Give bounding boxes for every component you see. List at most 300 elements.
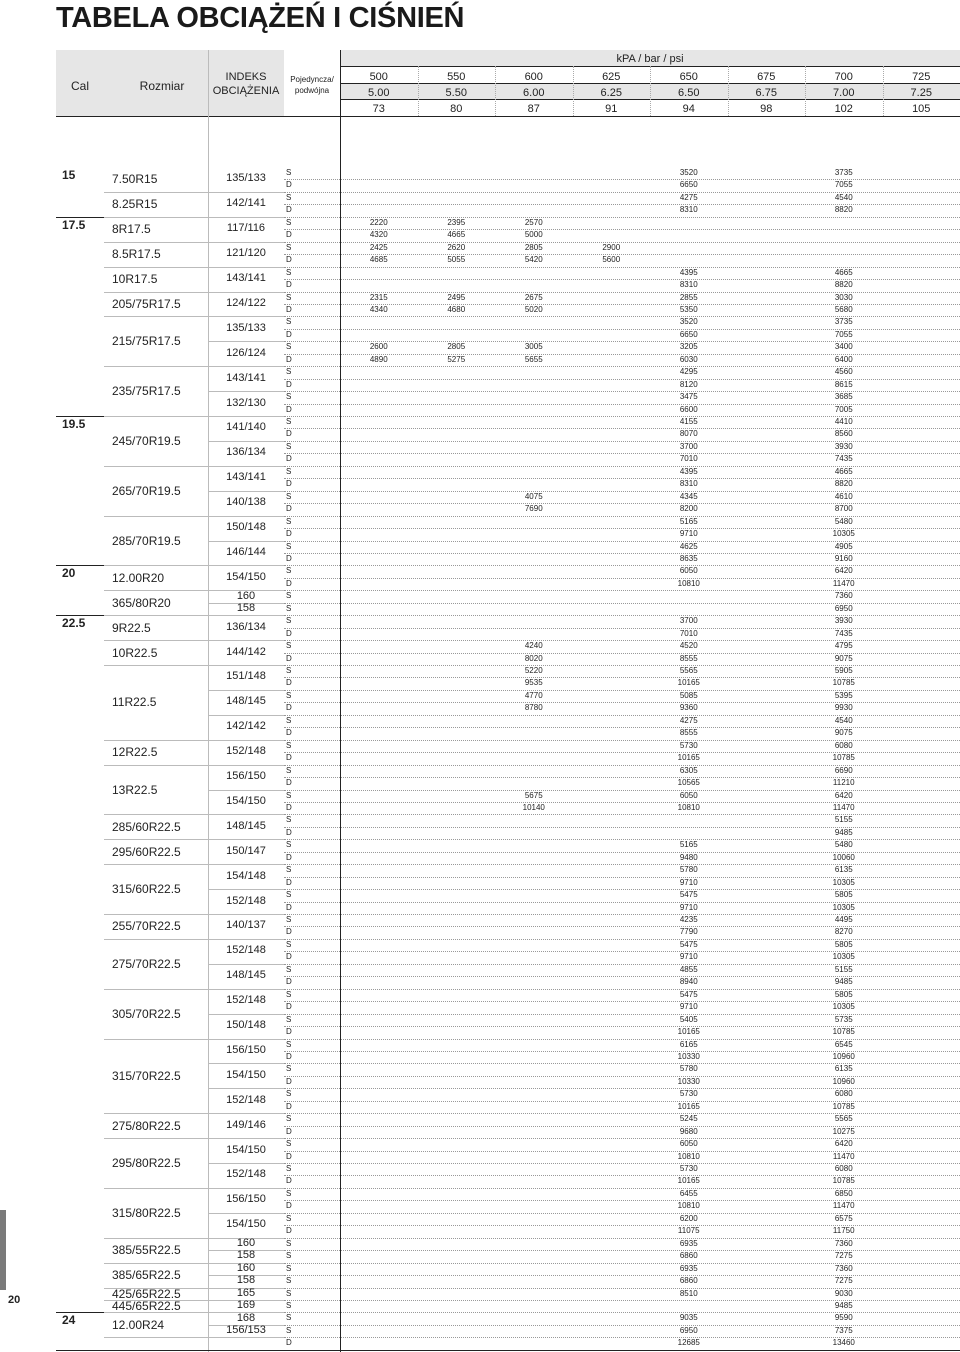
index-group-rule bbox=[208, 565, 284, 566]
pressure-value: 7360 bbox=[805, 1265, 883, 1273]
pressure-value: 7360 bbox=[805, 1240, 883, 1248]
header-col-sep bbox=[495, 66, 496, 116]
page-title: TABELA OBCIĄŻEŃ I CIŚNIEŃ bbox=[56, 2, 464, 35]
pressure-value: 2620 bbox=[418, 244, 496, 252]
pressure-value: 4295 bbox=[650, 368, 728, 376]
row-divider bbox=[284, 740, 960, 741]
pressure-value: 7435 bbox=[805, 630, 883, 638]
row-type: S bbox=[286, 717, 291, 725]
pressure-value: 7275 bbox=[805, 1277, 883, 1285]
row-type: S bbox=[286, 219, 291, 227]
pressure-value: 6135 bbox=[805, 1065, 883, 1073]
size-group-rule bbox=[104, 565, 208, 566]
load-index: 154/150 bbox=[208, 796, 284, 807]
row-divider bbox=[284, 329, 960, 330]
pressure-value: 6420 bbox=[805, 567, 883, 575]
row-type: S bbox=[286, 493, 291, 501]
header-pressure-title: kPA / bar / psi bbox=[340, 54, 960, 65]
load-index: 154/150 bbox=[208, 1070, 284, 1081]
tyre-size: 265/70R19.5 bbox=[112, 485, 181, 497]
load-pressure-table bbox=[56, 50, 960, 1298]
row-divider bbox=[284, 752, 960, 753]
pressure-value: 11075 bbox=[650, 1227, 728, 1235]
row-type: D bbox=[286, 1053, 292, 1061]
row-type: S bbox=[286, 393, 291, 401]
pressure-value: 4685 bbox=[340, 256, 418, 264]
pressure-value: 7690 bbox=[495, 505, 573, 513]
pressure-value: 5680 bbox=[805, 306, 883, 314]
row-divider bbox=[284, 516, 960, 517]
load-index: 142/141 bbox=[208, 198, 284, 209]
load-index: 156/150 bbox=[208, 771, 284, 782]
pressure-value: 10305 bbox=[805, 530, 883, 538]
header-kpa: 500 bbox=[340, 72, 418, 83]
header-col-sep bbox=[418, 66, 419, 116]
load-index: 156/150 bbox=[208, 1194, 284, 1205]
pressure-value: 5085 bbox=[650, 692, 728, 700]
table-bottom-rule bbox=[56, 1350, 960, 1351]
load-index: 152/148 bbox=[208, 995, 284, 1006]
index-group-rule bbox=[208, 1088, 284, 1089]
row-type: S bbox=[286, 1090, 291, 1098]
row-divider bbox=[284, 1263, 960, 1264]
tyre-size: 8R17.5 bbox=[112, 223, 151, 235]
pressure-value: 7010 bbox=[650, 455, 728, 463]
pressure-value: 6600 bbox=[650, 406, 728, 414]
pressure-value: 8120 bbox=[650, 381, 728, 389]
load-index: 142/142 bbox=[208, 721, 284, 732]
row-type: D bbox=[286, 779, 292, 787]
tyre-size: 215/75R17.5 bbox=[112, 335, 181, 347]
row-type: D bbox=[286, 306, 292, 314]
row-type: S bbox=[286, 518, 291, 526]
index-group-rule bbox=[208, 964, 284, 965]
tyre-size: 13R22.5 bbox=[112, 784, 157, 796]
size-group-rule bbox=[104, 939, 208, 940]
row-type: D bbox=[286, 1339, 292, 1347]
row-type: S bbox=[286, 966, 291, 974]
pressure-value: 9485 bbox=[805, 1302, 883, 1310]
row-divider bbox=[284, 1014, 960, 1015]
row-type: S bbox=[286, 294, 291, 302]
size-group-rule bbox=[104, 466, 208, 467]
pressure-value: 6050 bbox=[650, 567, 728, 575]
pressure-value: 10960 bbox=[805, 1053, 883, 1061]
row-type: S bbox=[286, 792, 291, 800]
row-divider bbox=[284, 391, 960, 392]
pressure-value: 8555 bbox=[650, 729, 728, 737]
index-group-rule bbox=[208, 341, 284, 342]
pressure-value: 4540 bbox=[805, 194, 883, 202]
row-divider bbox=[284, 951, 960, 952]
row-divider bbox=[284, 528, 960, 529]
pressure-value: 5155 bbox=[805, 816, 883, 824]
tyre-size: 385/65R22.5 bbox=[112, 1269, 181, 1281]
pressure-value: 10305 bbox=[805, 879, 883, 887]
row-type: S bbox=[286, 816, 291, 824]
row-type: D bbox=[286, 1078, 292, 1086]
load-index: 146/144 bbox=[208, 547, 284, 558]
pressure-value: 6650 bbox=[650, 181, 728, 189]
index-group-rule bbox=[208, 441, 284, 442]
row-type: S bbox=[286, 244, 291, 252]
size-group-rule bbox=[104, 366, 208, 367]
header-kpa: 600 bbox=[495, 72, 573, 83]
row-type: S bbox=[286, 767, 291, 775]
load-index: 151/148 bbox=[208, 671, 284, 682]
pressure-value: 8820 bbox=[805, 281, 883, 289]
row-type: D bbox=[286, 505, 292, 513]
tyre-size: 305/70R22.5 bbox=[112, 1008, 181, 1020]
load-index: 150/147 bbox=[208, 846, 284, 857]
row-type: D bbox=[286, 953, 292, 961]
pressure-value: 8700 bbox=[805, 505, 883, 513]
header-kpa: 650 bbox=[650, 72, 728, 83]
load-index: 149/146 bbox=[208, 1120, 284, 1131]
size-group-rule bbox=[104, 1039, 208, 1040]
pressure-value: 7055 bbox=[805, 331, 883, 339]
header-rule bbox=[56, 116, 960, 117]
pressure-value: 3735 bbox=[805, 169, 883, 177]
pressure-value: 10810 bbox=[650, 804, 728, 812]
header-typ-2: podwójna bbox=[284, 87, 340, 95]
row-divider bbox=[284, 702, 960, 703]
row-divider bbox=[284, 565, 960, 566]
pressure-value: 6545 bbox=[805, 1041, 883, 1049]
row-divider bbox=[284, 267, 960, 268]
tyre-size: 205/75R17.5 bbox=[112, 298, 181, 310]
size-group-rule bbox=[104, 192, 208, 193]
index-group-rule bbox=[208, 366, 284, 367]
load-index: 144/142 bbox=[208, 647, 284, 658]
header-indeks: INDEKS bbox=[208, 72, 284, 83]
index-group-rule bbox=[208, 466, 284, 467]
row-type: S bbox=[286, 468, 291, 476]
load-index: 152/148 bbox=[208, 1169, 284, 1180]
header-psi: 102 bbox=[805, 104, 883, 115]
row-type: S bbox=[286, 418, 291, 426]
pressure-value: 2395 bbox=[418, 219, 496, 227]
size-group-rule bbox=[104, 615, 208, 616]
pressure-value: 8615 bbox=[805, 381, 883, 389]
pressure-value: 13460 bbox=[805, 1339, 883, 1347]
load-index: 154/150 bbox=[208, 572, 284, 583]
pressure-value: 3205 bbox=[650, 343, 728, 351]
row-divider bbox=[284, 777, 960, 778]
row-type: D bbox=[286, 1103, 292, 1111]
pressure-value: 2805 bbox=[418, 343, 496, 351]
load-index: 152/148 bbox=[208, 1095, 284, 1106]
pressure-value: 4395 bbox=[650, 269, 728, 277]
load-index: 169 bbox=[208, 1300, 284, 1311]
row-type: D bbox=[286, 480, 292, 488]
row-type: S bbox=[286, 1240, 291, 1248]
size-group-rule bbox=[104, 1263, 208, 1264]
pressure-value: 10165 bbox=[650, 1028, 728, 1036]
load-index: 121/120 bbox=[208, 248, 284, 259]
tyre-size: 295/60R22.5 bbox=[112, 846, 181, 858]
load-index: 158 bbox=[208, 1250, 284, 1261]
pressure-value: 11210 bbox=[805, 779, 883, 787]
load-index: 148/145 bbox=[208, 821, 284, 832]
load-index: 165 bbox=[208, 1288, 284, 1299]
pressure-value: 4320 bbox=[340, 231, 418, 239]
index-group-rule bbox=[208, 765, 284, 766]
header-col-sep bbox=[573, 66, 574, 116]
pressure-value: 9035 bbox=[650, 1314, 728, 1322]
load-index: 143/141 bbox=[208, 472, 284, 483]
row-type: D bbox=[286, 580, 292, 588]
index-group-rule bbox=[208, 292, 284, 293]
rim-diameter: 20 bbox=[62, 567, 75, 579]
pressure-value: 5020 bbox=[495, 306, 573, 314]
row-divider bbox=[284, 478, 960, 479]
row-divider bbox=[284, 677, 960, 678]
row-type: D bbox=[286, 729, 292, 737]
row-type: D bbox=[286, 181, 292, 189]
row-type: S bbox=[286, 692, 291, 700]
row-divider bbox=[284, 192, 960, 193]
index-group-rule bbox=[208, 989, 284, 990]
pressure-value: 2220 bbox=[340, 219, 418, 227]
pressure-value: 6200 bbox=[650, 1215, 728, 1223]
row-divider bbox=[284, 603, 960, 604]
load-index: 152/148 bbox=[208, 945, 284, 956]
pressure-value: 7010 bbox=[650, 630, 728, 638]
pressure-value: 2675 bbox=[495, 294, 573, 302]
size-group-rule bbox=[104, 914, 208, 915]
pressure-value: 10165 bbox=[650, 679, 728, 687]
pressure-value: 9680 bbox=[650, 1128, 728, 1136]
load-index: 154/150 bbox=[208, 1145, 284, 1156]
row-type: D bbox=[286, 928, 292, 936]
row-divider bbox=[284, 590, 960, 591]
row-type: S bbox=[286, 318, 291, 326]
load-index: 152/148 bbox=[208, 746, 284, 757]
row-type: D bbox=[286, 854, 292, 862]
row-divider bbox=[284, 889, 960, 890]
pressure-value: 11470 bbox=[805, 1202, 883, 1210]
index-group-rule bbox=[208, 1014, 284, 1015]
pressure-value: 7360 bbox=[805, 592, 883, 600]
row-type: D bbox=[286, 1003, 292, 1011]
header-bar: 7.25 bbox=[883, 88, 960, 99]
pressure-value: 7055 bbox=[805, 181, 883, 189]
pressure-value: 6935 bbox=[650, 1265, 728, 1273]
pressure-value: 4275 bbox=[650, 194, 728, 202]
row-type: S bbox=[286, 443, 291, 451]
pressure-value: 4495 bbox=[805, 916, 883, 924]
row-divider bbox=[284, 1300, 960, 1301]
pressure-value: 5780 bbox=[650, 866, 728, 874]
row-type: D bbox=[286, 978, 292, 986]
pressure-value: 10785 bbox=[805, 1028, 883, 1036]
row-divider bbox=[284, 989, 960, 990]
index-group-rule bbox=[208, 416, 284, 417]
row-divider bbox=[284, 1337, 960, 1338]
pressure-value: 5805 bbox=[805, 941, 883, 949]
index-group-rule bbox=[208, 491, 284, 492]
row-type: S bbox=[286, 841, 291, 849]
pressure-value: 5055 bbox=[418, 256, 496, 264]
pressure-value: 6080 bbox=[805, 1090, 883, 1098]
row-divider bbox=[284, 1151, 960, 1152]
row-divider bbox=[284, 1200, 960, 1201]
pressure-value: 2600 bbox=[340, 343, 418, 351]
pressure-value: 2570 bbox=[495, 219, 573, 227]
row-type: D bbox=[286, 256, 292, 264]
row-type: S bbox=[286, 1165, 291, 1173]
row-type: D bbox=[286, 1153, 292, 1161]
pressure-value: 3400 bbox=[805, 343, 883, 351]
rim-group-rule bbox=[56, 416, 104, 417]
pressure-value: 7275 bbox=[805, 1252, 883, 1260]
pressure-value: 10305 bbox=[805, 1003, 883, 1011]
pressure-value: 3685 bbox=[805, 393, 883, 401]
size-group-rule bbox=[104, 292, 208, 293]
row-type: S bbox=[286, 642, 291, 650]
row-type: S bbox=[286, 1252, 291, 1260]
pressure-value: 5350 bbox=[650, 306, 728, 314]
load-index: 168 bbox=[208, 1313, 284, 1324]
row-divider bbox=[284, 1076, 960, 1077]
pressure-value: 5780 bbox=[650, 1065, 728, 1073]
load-index: 148/145 bbox=[208, 970, 284, 981]
pressure-value: 10810 bbox=[650, 580, 728, 588]
row-type: D bbox=[286, 356, 292, 364]
size-group-rule bbox=[104, 1337, 208, 1338]
row-divider bbox=[284, 1001, 960, 1002]
row-type: D bbox=[286, 1202, 292, 1210]
pressure-value: 9160 bbox=[805, 555, 883, 563]
pressure-value: 6850 bbox=[805, 1190, 883, 1198]
rim-diameter: 15 bbox=[62, 169, 75, 181]
size-group-rule bbox=[104, 740, 208, 741]
header-bar: 6.50 bbox=[650, 88, 728, 99]
index-group-rule bbox=[208, 1213, 284, 1214]
pressure-value: 5675 bbox=[495, 792, 573, 800]
tyre-size: 365/80R20 bbox=[112, 597, 171, 609]
row-divider bbox=[284, 404, 960, 405]
row-divider bbox=[284, 653, 960, 654]
tyre-size: 12.00R20 bbox=[112, 572, 164, 584]
header-bar: 7.00 bbox=[805, 88, 883, 99]
pressure-value: 6860 bbox=[650, 1277, 728, 1285]
pressure-value: 5600 bbox=[573, 256, 651, 264]
pressure-value: 8270 bbox=[805, 928, 883, 936]
load-index: 150/148 bbox=[208, 522, 284, 533]
pressure-value: 4905 bbox=[805, 543, 883, 551]
row-divider bbox=[284, 690, 960, 691]
row-type: D bbox=[286, 1128, 292, 1136]
pressure-value: 10785 bbox=[805, 754, 883, 762]
pressure-value: 6050 bbox=[650, 1140, 728, 1148]
index-group-rule bbox=[208, 217, 284, 218]
pressure-value: 5420 bbox=[495, 256, 573, 264]
header-psi: 94 bbox=[650, 104, 728, 115]
row-divider bbox=[284, 491, 960, 492]
pressure-value: 5165 bbox=[650, 841, 728, 849]
tyre-size: 315/60R22.5 bbox=[112, 883, 181, 895]
row-divider bbox=[284, 1288, 960, 1289]
pressure-value: 2805 bbox=[495, 244, 573, 252]
header-kpa: 625 bbox=[573, 72, 651, 83]
pressure-value: 9485 bbox=[805, 978, 883, 986]
row-divider bbox=[284, 964, 960, 965]
header-kpa: 700 bbox=[805, 72, 883, 83]
pressure-value: 6165 bbox=[650, 1041, 728, 1049]
pressure-value: 5730 bbox=[650, 1165, 728, 1173]
tyre-size: 10R22.5 bbox=[112, 647, 157, 659]
pressure-value: 3700 bbox=[650, 443, 728, 451]
rim-diameter: 24 bbox=[62, 1314, 75, 1326]
tyre-size: 11R22.5 bbox=[112, 696, 156, 708]
row-divider bbox=[284, 1088, 960, 1089]
index-group-rule bbox=[208, 192, 284, 193]
pressure-value: 4520 bbox=[650, 642, 728, 650]
pressure-value: 6860 bbox=[650, 1252, 728, 1260]
row-divider bbox=[284, 765, 960, 766]
row-type: S bbox=[286, 567, 291, 575]
size-group-rule bbox=[104, 640, 208, 641]
pressure-value: 8310 bbox=[650, 480, 728, 488]
row-type: D bbox=[286, 530, 292, 538]
pressure-value: 8780 bbox=[495, 704, 573, 712]
header-psi: 91 bbox=[573, 104, 651, 115]
row-divider bbox=[284, 1126, 960, 1127]
pressure-value: 9075 bbox=[805, 655, 883, 663]
row-type: S bbox=[286, 1190, 291, 1198]
load-index: 158 bbox=[208, 603, 284, 614]
index-group-rule bbox=[208, 1113, 284, 1114]
header-col-sep bbox=[805, 66, 806, 116]
pressure-value: 5730 bbox=[650, 1090, 728, 1098]
load-index: 117/116 bbox=[208, 223, 284, 234]
header-col-sep bbox=[728, 66, 729, 116]
row-divider bbox=[284, 1275, 960, 1276]
pressure-value: 5220 bbox=[495, 667, 573, 675]
row-divider bbox=[284, 379, 960, 380]
row-type: D bbox=[286, 1177, 292, 1185]
pressure-value: 4665 bbox=[418, 231, 496, 239]
header-col-sep bbox=[650, 66, 651, 116]
pressure-value: 4625 bbox=[650, 543, 728, 551]
pressure-value: 5565 bbox=[805, 1115, 883, 1123]
row-type: D bbox=[286, 804, 292, 812]
row-divider bbox=[284, 727, 960, 728]
size-group-rule bbox=[104, 814, 208, 815]
pressure-value: 4665 bbox=[805, 468, 883, 476]
pressure-value: 8940 bbox=[650, 978, 728, 986]
tyre-size: 385/55R22.5 bbox=[112, 1244, 181, 1256]
load-index: 124/122 bbox=[208, 298, 284, 309]
row-type: S bbox=[286, 1277, 291, 1285]
tyre-size: 10R17.5 bbox=[112, 273, 157, 285]
pressure-value: 5730 bbox=[650, 742, 728, 750]
pressure-value: 3520 bbox=[650, 169, 728, 177]
pressure-value: 3475 bbox=[650, 393, 728, 401]
row-divider bbox=[284, 802, 960, 803]
pressure-value: 6135 bbox=[805, 866, 883, 874]
pressure-value: 11750 bbox=[805, 1227, 883, 1235]
load-index: 158 bbox=[208, 1275, 284, 1286]
row-divider bbox=[284, 814, 960, 815]
header-rozmiar: Rozmiar bbox=[112, 80, 212, 92]
row-divider bbox=[284, 852, 960, 853]
pressure-value: 6400 bbox=[805, 356, 883, 364]
pressure-value: 6420 bbox=[805, 792, 883, 800]
pressure-value: 5905 bbox=[805, 667, 883, 675]
